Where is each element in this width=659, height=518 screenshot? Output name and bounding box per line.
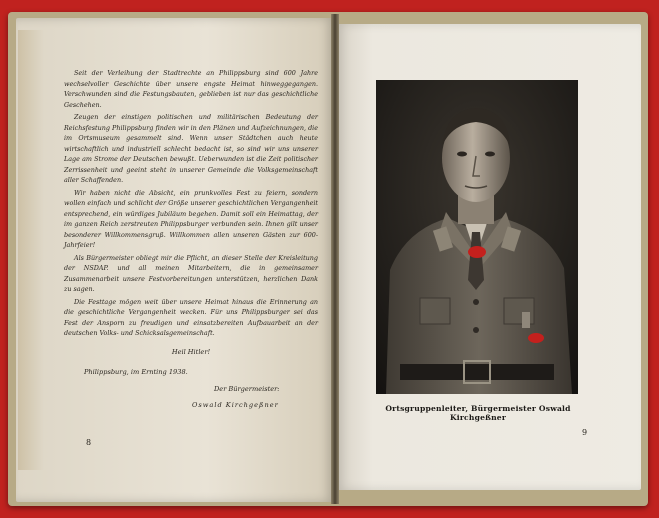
portrait-illustration: [376, 80, 578, 394]
mayor-title: Der Bürgermeister:: [214, 384, 280, 393]
paragraph-2: Zeugen der einstigen politischen und militärischen Bedeutung der Reichsfestung Philippsburg finden wir in den Plänen und Aufzeichnungen, die im Ortsmuseum gesammelt sind. Wenn unser Städtchen auch heute wirtschaftlich und industriell schlecht bedacht ist, so sind wir uns unserer Lage am Strome der Deutschen bewußt. Ueberwunden ist die Zeit politischer Zerrissenheit und geeint steht in unserer Gemeinde die Volksgemeinschaft aller Schaffenden.: [64, 113, 318, 184]
paragraph-1: Seit der Verleihung der Stadtrechte an Philippsburg sind 600 Jahre wechselvoller Geschichte über unsere engste Heimat hinweggegangen. Verschwunden sind die Festungsbauten, geblieben ist nur das geschichtliche Geschehen.: [64, 69, 318, 109]
paragraph-4: Als Bürgermeister obliegt mir die Pflicht, an dieser Stelle der Kreisleitung der NSDAP. und all meinen Mitarbeitern, die in gemeinsamer Zusammenarbeit unsere Festvorbereitungen unterstützen, herzlichen Dank zu sagen.: [64, 253, 318, 293]
paragraph-3: Wir haben nicht die Absicht, ein prunkvolles Fest zu feiern, sondern wollen einfach und schlicht der Größe unserer geschichtlichen Vergangenheit entsprechend, ein würdiges Jubiläum begehen. Damit soll ein Heimattag, der im ganzen Reich zerstreuten Philippsburger verbunden sein. Ihnen gilt unser besonderer Willkommensgruß. Willkommen allen unseren Gästen zur 600-Jahrfeier!: [64, 188, 318, 249]
photo-caption: Ortsgruppenleiter, Bürgermeister Oswald Kirchgeßner: [385, 404, 571, 422]
greeting: Heil Hitler!: [171, 347, 211, 356]
book-spine: [331, 14, 339, 504]
page-number-right: 9: [582, 428, 588, 437]
page-stain: [18, 30, 44, 470]
mayor-signature: Oswald Kirchgeßner: [192, 401, 279, 409]
left-page-text: [64, 68, 318, 411]
portrait-photo: [376, 80, 578, 394]
paragraph-5: Die Festtage mögen weit über unsere Heimat hinaus die Erinnerung an die geschichtliche Vergangenheit wecken. Für uns Philippsburger sei das Fest der Ansporn zu freudigen und einsatzbereiten Aufbauarbeit an der deutschen Volks- und Schicksalsgemeinschaft.: [64, 297, 318, 337]
place-date: Philippsburg, im Ernting 1938.: [84, 368, 188, 376]
page-number-left: 8: [86, 438, 92, 447]
